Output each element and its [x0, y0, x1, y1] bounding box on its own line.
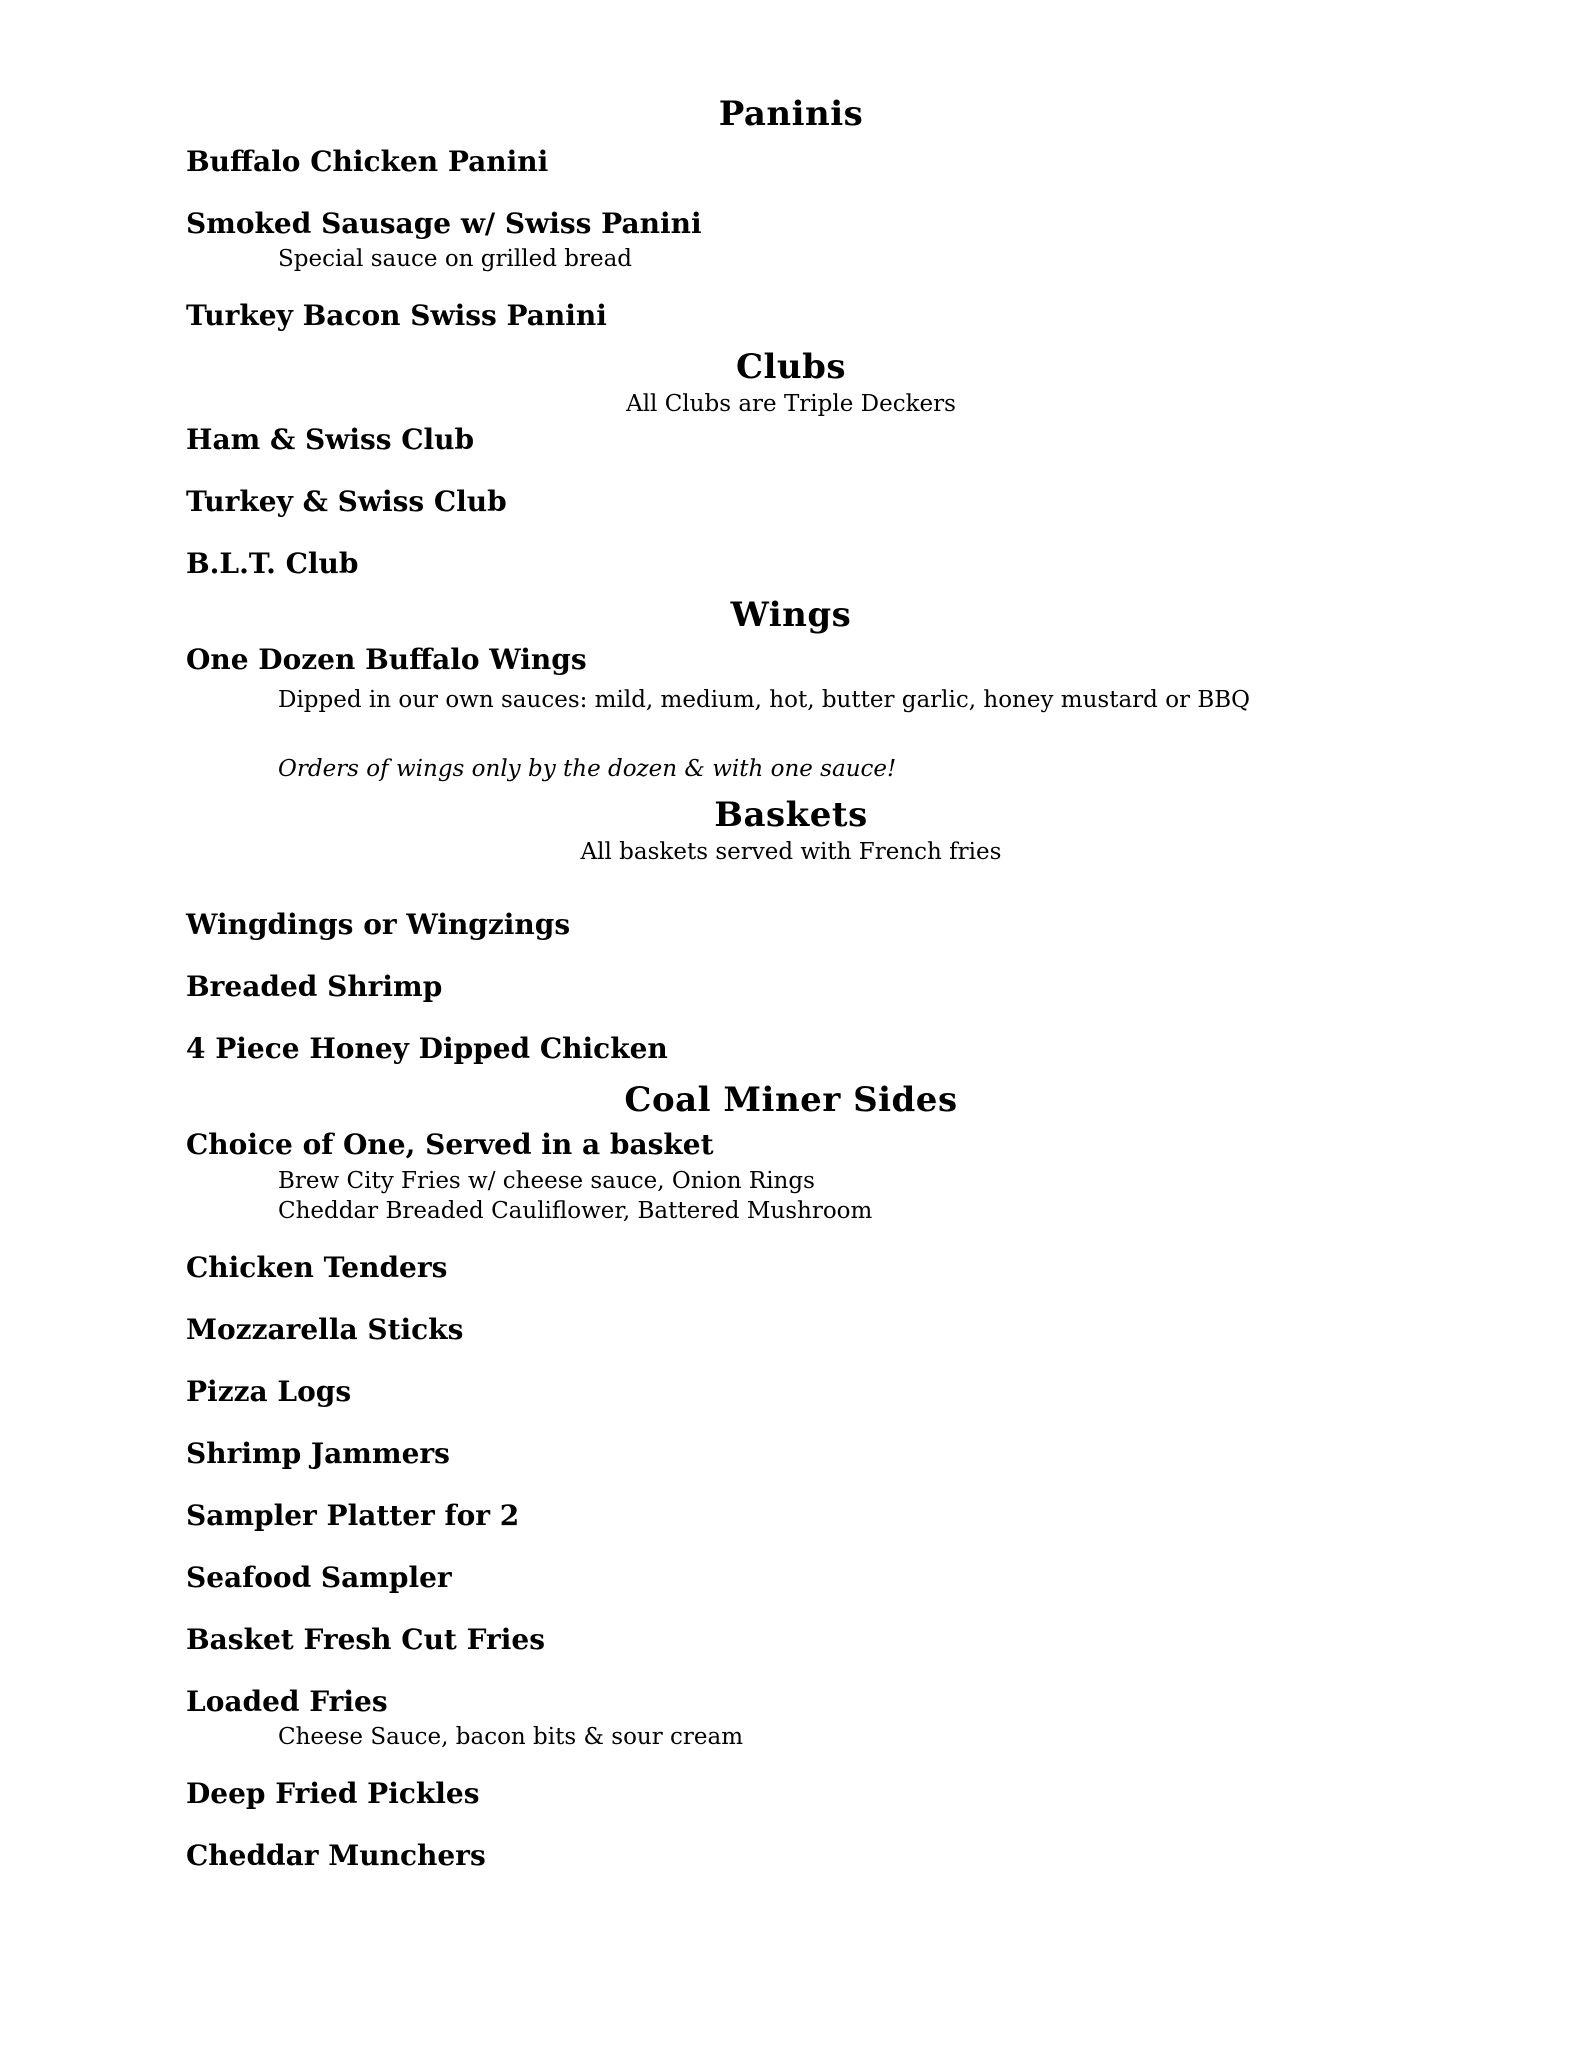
section-title-wings: Wings	[730, 595, 852, 635]
section-title-coal-miner-sides: Coal Miner Sides	[624, 1080, 958, 1120]
menu-item-wingdings-or-wingzings: Wingdings or Wingzings	[186, 908, 571, 941]
section-title-baskets: Baskets	[714, 795, 868, 835]
menu-item-buffalo-chicken-panini: Buffalo Chicken Panini	[186, 145, 549, 178]
menu-item-honey-dipped-chicken: 4 Piece Honey Dipped Chicken	[186, 1032, 668, 1065]
menu-item-description: Brew City Fries w/ cheese sauce, Onion Rings	[278, 1168, 815, 1194]
menu-item-basket-fresh-cut-fries: Basket Fresh Cut Fries	[186, 1623, 545, 1656]
wings-order-note: Orders of wings only by the dozen & with one sauce!	[278, 756, 897, 782]
menu-item-description: Special sauce on grilled bread	[278, 246, 633, 272]
menu-item-pizza-logs: Pizza Logs	[186, 1375, 352, 1408]
menu-item-shrimp-jammers: Shrimp Jammers	[186, 1437, 450, 1470]
menu-item-one-dozen-buffalo-wings: One Dozen Buffalo Wings	[186, 643, 587, 676]
menu-item-breaded-shrimp: Breaded Shrimp	[186, 970, 443, 1003]
menu-item-blt-club: B.L.T. Club	[186, 547, 359, 580]
menu-item-cheddar-munchers: Cheddar Munchers	[186, 1839, 486, 1872]
menu-item-description: Cheese Sauce, bacon bits & sour cream	[278, 1724, 744, 1750]
menu-item-description: Cheddar Breaded Cauliflower, Battered Mushroom	[278, 1198, 873, 1224]
menu-item-choice-of-one: Choice of One, Served in a basket	[186, 1128, 714, 1161]
section-subtitle-baskets: All baskets served with French fries	[580, 839, 1002, 865]
menu-item-deep-fried-pickles: Deep Fried Pickles	[186, 1777, 480, 1810]
menu-item-turkey-swiss-club: Turkey & Swiss Club	[186, 485, 507, 518]
menu-item-ham-swiss-club: Ham & Swiss Club	[186, 423, 475, 456]
menu-item-chicken-tenders: Chicken Tenders	[186, 1251, 448, 1284]
menu-item-sampler-platter: Sampler Platter for 2	[186, 1499, 520, 1532]
menu-item-turkey-bacon-swiss-panini: Turkey Bacon Swiss Panini	[186, 299, 607, 332]
section-title-clubs: Clubs	[735, 347, 847, 387]
menu-item-seafood-sampler: Seafood Sampler	[186, 1561, 452, 1594]
menu-item-smoked-sausage-panini: Smoked Sausage w/ Swiss Panini	[186, 207, 702, 240]
section-subtitle-clubs: All Clubs are Triple Deckers	[626, 391, 956, 417]
menu-item-description: Dipped in our own sauces: mild, medium, hot, butter garlic, honey mustard or BBQ	[278, 687, 1251, 713]
section-title-paninis: Paninis	[718, 94, 864, 134]
menu-item-loaded-fries: Loaded Fries	[186, 1685, 388, 1718]
menu-item-mozzarella-sticks: Mozzarella Sticks	[186, 1313, 464, 1346]
